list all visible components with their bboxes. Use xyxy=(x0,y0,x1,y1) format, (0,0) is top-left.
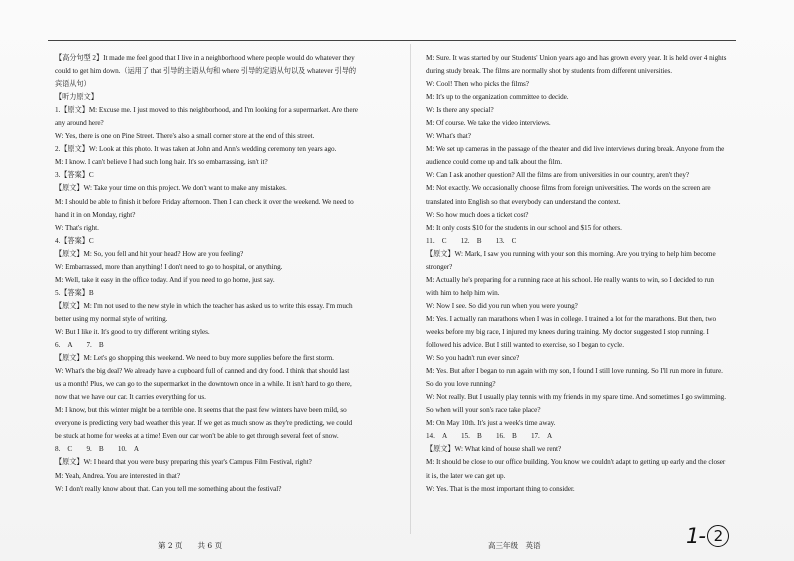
left-column-line: W: Embarrassed, more than anything! I don't need to go to hospital, or anything. xyxy=(55,262,283,271)
right-column-line: So do you love running? xyxy=(426,380,496,389)
left-column-line: 宾语从句） xyxy=(55,80,91,89)
grade-subject: 高三年级 英语 xyxy=(488,541,541,550)
right-column-line: M: We set up cameras in the passage of the theater and did live interviews during break. Anyone from the xyxy=(426,145,725,154)
right-column-line: W: Not really. But I usually play tennis with my friends in my spare time. And sometimes I go swimming. xyxy=(426,393,726,402)
left-column-line: W: That's right. xyxy=(55,223,99,232)
right-column-line: M: It should be close to our office building. You know we couldn't adapt to getting up early and the closer xyxy=(426,458,726,467)
left-column-line: could to get him down.（运用了 that 引导的主语从句和 where 引导的定语从句以及 whatever 引导的 xyxy=(55,67,356,76)
left-column-line: M: I should be able to finish it before Friday afternoon. Then I can check it over the weekend. We need to xyxy=(55,197,354,206)
left-column-line: now that we have our car. It carries everything for us. xyxy=(55,393,206,402)
left-column-line: W: What's the big deal? We already have a cupboard full of canned and dry food. I think that should last xyxy=(55,367,350,376)
right-column-line: W: So how much does a ticket cost? xyxy=(426,210,529,219)
left-column-line: 【原文】W: Take your time on this project. We don't want to make any mistakes. xyxy=(55,184,287,193)
left-column-line: M: I know. I can't believe I had such long hair. It's so embarrassing, isn't it? xyxy=(55,158,268,167)
left-column xyxy=(55,52,405,496)
left-column-line: better using my normal style of writing. xyxy=(55,314,168,323)
left-column-line: 5.【答案】B xyxy=(55,288,94,297)
right-column-line: 11. C 12. B 13. C xyxy=(426,236,517,245)
right-column-line: with him to help him win. xyxy=(426,288,500,297)
left-column-line: 8. C 9. B 10. A xyxy=(55,445,140,454)
left-column-line: 2.【原文】W: Look at this photo. It was taken at John and Ann's wedding ceremony ten years ago. xyxy=(55,145,337,154)
left-column-line: any around here? xyxy=(55,119,104,128)
left-column-line: W: I don't really know about that. Can you tell me something about the festival? xyxy=(55,484,282,493)
right-column-line: So when will your son's race take place? xyxy=(426,406,541,415)
right-column-line: it is, the later we can get up. xyxy=(426,471,506,480)
handwritten-page-mark xyxy=(686,524,729,548)
left-column-line: W: But I like it. It's good to try different writing styles. xyxy=(55,327,210,336)
left-column-line: 【高分句型 2】It made me feel good that I live in a neighborhood where people would do whatever they xyxy=(55,54,355,62)
right-column-line: followed his advice. But I still wanted to exercise, so I began to cycle. xyxy=(426,341,624,350)
right-column-line: 14. A 15. B 16. B 17. A xyxy=(426,432,553,441)
right-column-line: W: Is there any special? xyxy=(426,106,494,115)
left-column-line: 【原文】W: I heard that you were busy preparing this year's Campus Film Festival, right? xyxy=(55,458,312,467)
right-column-line: W: Yes. That is the most important thing to consider. xyxy=(426,484,575,493)
left-column-line: hand it in on Monday, right? xyxy=(55,210,136,219)
left-column-line: M: Well, take it easy in the office today. And if you need to go home, just say. xyxy=(55,275,275,284)
right-column-line: W: What's that? xyxy=(426,132,471,141)
left-column-line: us a month! Plus, we can go to the supermarket in the downtown once in a while. It isn't hard to go there, xyxy=(55,380,352,389)
left-column-line: W: Yes, there is one on Pine Street. There's also a small corner store at the end of this street. xyxy=(55,132,315,141)
right-column-line: W: Can I ask another question? All the films are from universities in our country, aren't they? xyxy=(426,171,690,180)
left-column-line: M: Yeah, Andrea. You are interested in that? xyxy=(55,471,180,480)
left-column-line: everyone is predicting very bad weather this year. If we get as much snow as they're predicting, we could xyxy=(55,419,353,428)
left-column-line: M: I know, but this winter might be a terrible one. It seems that the past few winters have been mild, so xyxy=(55,406,347,415)
right-column-line: W: Now I see. So did you run when you were young? xyxy=(426,301,578,310)
right-column-line: M: Of course. We take the video interviews. xyxy=(426,119,551,128)
left-column-line: 【听力原文】 xyxy=(55,93,98,102)
left-column-line: 【原文】M: Let's go shopping this weekend. We need to buy more supplies before the first storm. xyxy=(55,354,334,363)
right-column-line: W: Cool! Then who picks the films? xyxy=(426,80,529,89)
right-column-line: stronger? xyxy=(426,262,453,271)
right-column-line: 【原文】W: What kind of house shall we rent? xyxy=(426,445,562,454)
handwritten-mark-text: 1- xyxy=(686,524,705,548)
handwritten-circled-number: 2 xyxy=(707,525,729,547)
right-column-line: M: Yes. But after I began to run again with my son, I found I still love running. So I'll run more in future. xyxy=(426,367,723,376)
page-number: 第 2 页 共 6 页 xyxy=(158,541,223,550)
right-column-line: M: Actually he's preparing for a running race at his school. He really wants to win, so I decided to run xyxy=(426,275,714,284)
right-column-line: during study break. The films are normally shot by students from different universities. xyxy=(426,67,673,76)
right-column-line: 【原文】W: Mark, I saw you running with your son this morning. Are you trying to help him become xyxy=(426,249,716,258)
right-column-line: M: Yes. I actually ran marathons when I was in college. I trained a lot for the marathons. But then, two xyxy=(426,314,717,323)
left-column-line: 1.【原文】M: Excuse me. I just moved to this neighborhood, and I'm looking for a supermarket. Are there xyxy=(55,106,358,115)
right-column-line: M: Sure. It was started by our Students' Union years ago and has grown every year. It is held over 4 nights xyxy=(426,54,727,62)
left-column-line: 6. A 7. B xyxy=(55,341,104,350)
left-column-line: be stuck at home for weeks at a time! Even our car won't be able to get through several feet of snow. xyxy=(55,432,339,441)
left-column-line: 4.【答案】C xyxy=(55,236,94,245)
right-column-line: M: It's up to the organization committee to decide. xyxy=(426,93,569,102)
right-column xyxy=(426,52,770,496)
right-column-line: audience could come up and talk about the film. xyxy=(426,158,562,167)
right-column-line: translated into English so that everybody can understand the context. xyxy=(426,197,621,206)
right-column-line: weeks before my big race, I injured my knees during training. My doctor suggested I stop running. I xyxy=(426,327,709,336)
header-rule xyxy=(48,40,736,41)
left-column-line: 3.【答案】C xyxy=(55,171,94,180)
right-column-line: M: It only costs $10 for the students in our school and $15 for others. xyxy=(426,223,622,232)
right-column-line: W: So you hadn't run ever since? xyxy=(426,354,520,363)
right-column-line: M: Not exactly. We occasionally choose films from foreign universities. The words on the screen are xyxy=(426,184,711,193)
column-divider xyxy=(410,44,411,534)
right-column-line: M: On May 10th. It's just a week's time away. xyxy=(426,419,556,428)
left-column-line: 【原文】M: So, you fell and hit your head? How are you feeling? xyxy=(55,249,244,258)
left-column-line: 【原文】M: I'm not used to the new style in which the teacher has asked us to write this essay. I'm much xyxy=(55,301,353,310)
